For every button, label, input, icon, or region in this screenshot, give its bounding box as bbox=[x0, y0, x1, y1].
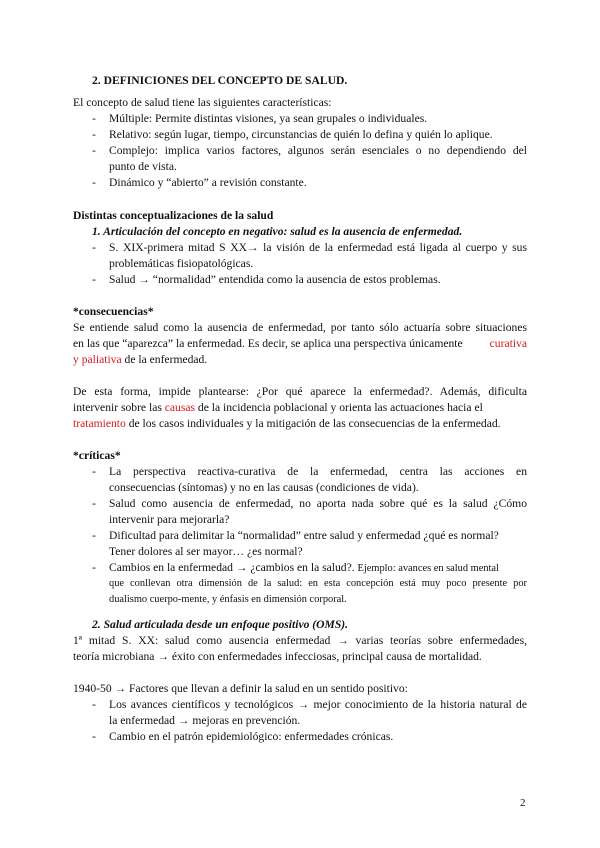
list-item: La perspectiva reactiva-curativa de la enfermedad, centra las acciones en bbox=[109, 465, 527, 478]
list-item-continuation: consecuencias (síntomas) y no en las causas (condiciones de vida). bbox=[109, 481, 419, 494]
list-item bbox=[109, 560, 499, 577]
paragraph-line: teoría microbiana → éxito con enfermedades infecciosas, principal causa de mortalidad. bbox=[73, 650, 482, 663]
text-span: de la enfermedad. bbox=[121, 353, 208, 366]
bullet: - bbox=[92, 176, 96, 189]
page-number: 2 bbox=[520, 797, 526, 809]
text-span: intervenir sobre las bbox=[73, 401, 165, 414]
section-heading: 2. DEFINICIONES DEL CONCEPTO DE SALUD. bbox=[92, 74, 348, 87]
bullet: - bbox=[92, 465, 96, 478]
bullet: - bbox=[92, 273, 96, 286]
text-span: de los casos individuales y la mitigación de las consecuencias de la enfermedad. bbox=[125, 417, 501, 430]
list-item-continuation: dualismo cuerpo-mente, y énfasis en dimensión corporal. bbox=[109, 594, 347, 605]
highlight-red: curativa bbox=[489, 337, 527, 350]
paragraph-line: 1ª mitad S. XX: salud como ausencia enfermedad → varias teorías sobre enfermedades, bbox=[73, 634, 527, 647]
list-item: Relativo: según lugar, tiempo, circunstancias de quién lo defina y quién lo aplique. bbox=[109, 128, 493, 141]
bullet: - bbox=[92, 241, 96, 254]
list-item-continuation: problemáticas fisiopatológicas. bbox=[109, 257, 254, 270]
paragraph-line bbox=[73, 416, 501, 432]
section-heading: *consecuencias* bbox=[73, 305, 154, 318]
bullet: - bbox=[92, 730, 96, 743]
paragraph-line: Se entiende salud como la ausencia de enfermedad, por tanto sólo actuaría sobre situaciones bbox=[73, 321, 527, 334]
bullet: - bbox=[92, 128, 96, 141]
paragraph-line bbox=[73, 352, 207, 368]
list-item-continuation: la enfermedad → mejoras en prevención. bbox=[109, 714, 301, 727]
paragraph-line bbox=[73, 400, 527, 416]
list-item: S. XIX-primera mitad S XX→ la visión de la enfermedad está ligada al cuerpo y sus bbox=[109, 241, 527, 254]
highlight-red: tratamiento bbox=[73, 417, 126, 430]
list-item: Salud como ausencia de enfermedad, no aporta nada sobre qué es la salud ¿Cómo bbox=[109, 497, 527, 510]
list-item: Cambio en el patrón epidemiológico: enfermedades crónicas. bbox=[109, 730, 394, 743]
highlight-red: causas bbox=[164, 401, 196, 414]
bullet: - bbox=[92, 112, 96, 125]
list-item: Salud → “normalidad” entendida como la ausencia de estos problemas. bbox=[109, 273, 441, 286]
list-item-continuation: que conllevan otra dimensión de la salud: en esta concepción está muy poco presente por bbox=[109, 578, 527, 589]
paragraph-line bbox=[73, 336, 527, 352]
highlight-red: y paliativa bbox=[73, 353, 122, 366]
subsection-heading: 2. Salud articulada desde un enfoque positivo (OMS). bbox=[92, 618, 349, 631]
bullet: - bbox=[92, 497, 96, 510]
bullet: - bbox=[92, 144, 96, 157]
list-item: Múltiple: Permite distintas visiones, ya sean grupales o individuales. bbox=[109, 112, 428, 125]
list-item-continuation: punto de vista. bbox=[109, 160, 177, 173]
list-item: Los avances científicos y tecnológicos → mejor conocimiento de la historia natural de bbox=[109, 698, 527, 711]
paragraph: El concepto de salud tiene las siguientes características: bbox=[73, 96, 332, 109]
example-text: Ejemplo: avances en salud mental bbox=[357, 563, 499, 574]
bullet: - bbox=[92, 529, 96, 542]
subsection-heading: 1. Articulación del concepto en negativo: salud es la ausencia de enfermedad. bbox=[92, 225, 463, 238]
list-item-continuation: Tener dolores al ser mayor… ¿es normal? bbox=[109, 545, 303, 558]
list-item-continuation: intervenir para mejorarla? bbox=[109, 513, 230, 526]
list-item: Complejo: implica varios factores, algunos serán esenciales o no dependiendo del bbox=[109, 144, 527, 157]
section-heading: Distintas conceptualizaciones de la salud bbox=[73, 209, 274, 222]
section-heading: *críticas* bbox=[73, 449, 121, 462]
bullet: - bbox=[92, 698, 96, 711]
list-item: Dinámico y “abierto” a revisión constante. bbox=[109, 176, 307, 189]
text-span: en las que “aparezca” la enfermedad. Es decir, se aplica una perspectiva únicamente bbox=[73, 337, 463, 350]
paragraph-line: 1940-50 → Factores que llevan a definir la salud en un sentido positivo: bbox=[73, 682, 408, 695]
bullet: - bbox=[92, 561, 96, 574]
list-item: Dificultad para delimitar la “normalidad” entre salud y enfermedad ¿qué es normal? bbox=[109, 529, 499, 542]
text-span: Cambios en la enfermedad → ¿cambios en la salud?. bbox=[109, 561, 358, 574]
paragraph-line: De esta forma, impide plantearse: ¿Por qué aparece la enfermedad?. Además, dificulta bbox=[73, 385, 527, 398]
text-span: de la incidencia poblacional y orienta las actuaciones hacia el bbox=[195, 401, 483, 414]
